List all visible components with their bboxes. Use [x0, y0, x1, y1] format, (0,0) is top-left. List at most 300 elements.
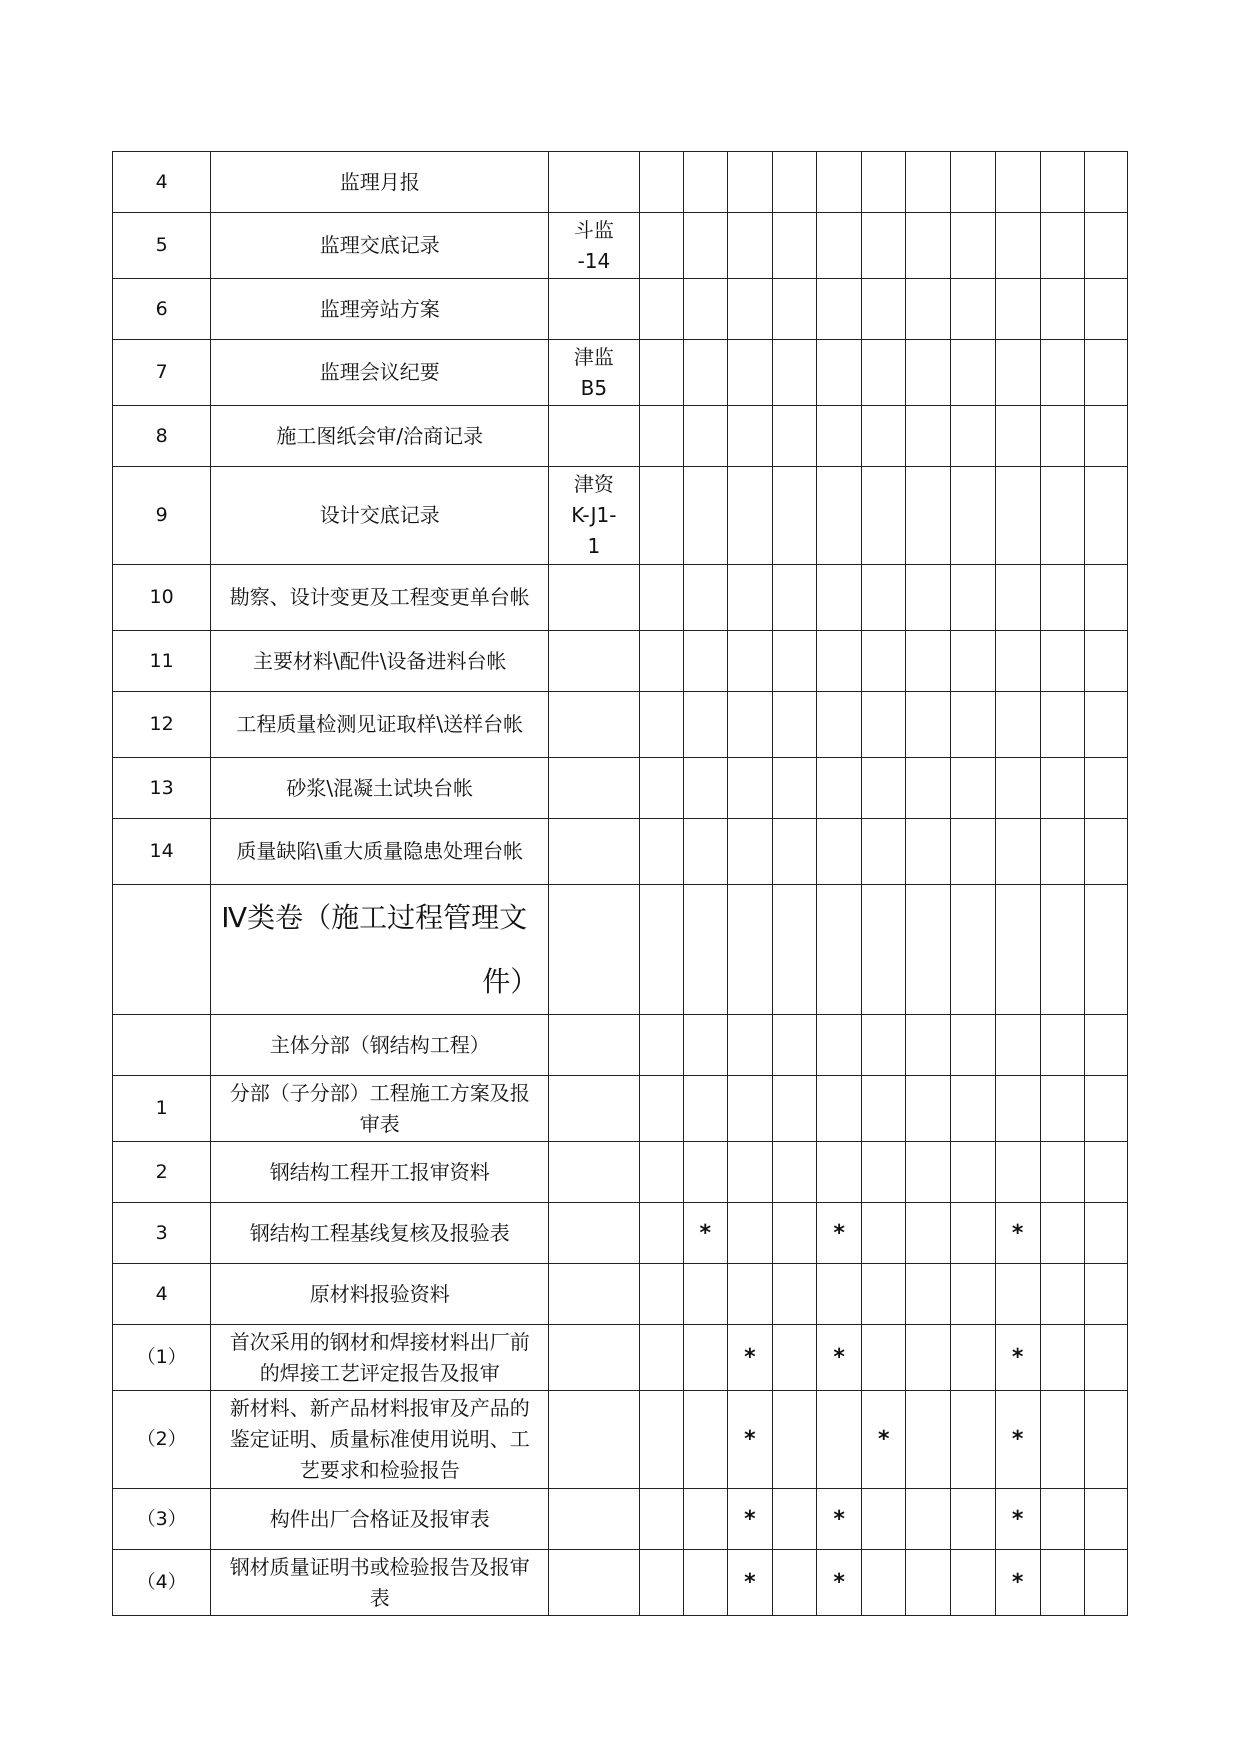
- archive-flag-cell: [727, 631, 772, 692]
- archive-flag-cell: [951, 631, 995, 692]
- archive-flag-cell: [1084, 1142, 1127, 1203]
- archive-flag-cell: [817, 340, 862, 406]
- archive-flag-cell: [639, 340, 683, 406]
- archive-flag-cell: [1084, 406, 1127, 467]
- archive-flag-cell: [772, 340, 816, 406]
- section-title-line: 件）: [482, 964, 539, 998]
- archive-flag-cell: [995, 631, 1040, 692]
- archive-flag-cell: [995, 1391, 1040, 1489]
- archive-flag-cell: [862, 819, 906, 885]
- archive-flag-cell: [683, 692, 727, 758]
- archive-flag-cell: [639, 1391, 683, 1489]
- archive-flag-cell: [727, 1325, 772, 1391]
- archive-flag-cell: [1040, 1264, 1084, 1325]
- archive-flag-cell: [817, 1015, 862, 1076]
- form-code: [549, 1015, 639, 1076]
- archive-flag-cell: [1084, 1015, 1127, 1076]
- archive-flag-cell: [772, 1489, 816, 1550]
- archive-flag-cell: [862, 152, 906, 213]
- asterisk-mark: *: [833, 1345, 845, 1370]
- archive-flag-cell: [772, 152, 816, 213]
- table-row: [113, 1325, 1128, 1391]
- form-code: [549, 1550, 639, 1616]
- archive-flag-cell: [683, 1203, 727, 1264]
- table-row: [113, 340, 1128, 406]
- archive-flag-cell: [1040, 1489, 1084, 1550]
- archive-flag-cell: [683, 406, 727, 467]
- archive-flag-cell: [951, 1015, 995, 1076]
- form-code: [549, 758, 639, 819]
- archive-flag-cell: [906, 1391, 951, 1489]
- archive-flag-cell: [1040, 1076, 1084, 1142]
- archive-flag-cell: [1084, 467, 1127, 565]
- archive-flag-cell: [817, 406, 862, 467]
- archive-flag-cell: [1040, 279, 1084, 340]
- archive-flag-cell: [817, 1264, 862, 1325]
- archive-flag-cell: [951, 1391, 995, 1489]
- archive-flag-cell: [639, 279, 683, 340]
- archive-flag-cell: [683, 340, 727, 406]
- archive-flag-cell: [639, 1489, 683, 1550]
- archive-flag-cell: [951, 152, 995, 213]
- row-number: 1: [113, 1076, 211, 1142]
- archive-flag-cell: [995, 1015, 1040, 1076]
- archive-flag-cell: [1084, 1076, 1127, 1142]
- table-row: [113, 467, 1128, 565]
- table-row: [113, 1264, 1128, 1325]
- archive-flag-cell: [1084, 279, 1127, 340]
- archive-flag-cell: [951, 1264, 995, 1325]
- archive-flag-cell: [817, 565, 862, 631]
- document-name: 钢材质量证明书或检验报告及报审表: [211, 1550, 549, 1616]
- archive-flag-cell: [683, 631, 727, 692]
- archive-flag-cell: [906, 152, 951, 213]
- archive-flag-cell: [1040, 152, 1084, 213]
- archive-flag-cell: [862, 406, 906, 467]
- archive-flag-cell: [1040, 692, 1084, 758]
- archive-flag-cell: [995, 819, 1040, 885]
- asterisk-mark: *: [699, 1220, 711, 1246]
- archive-flag-cell: [639, 1076, 683, 1142]
- archive-flag-cell: [862, 1325, 906, 1391]
- archive-flag-cell: [1040, 885, 1084, 1015]
- archive-flag-cell: [1040, 213, 1084, 279]
- archive-flag-cell: [995, 1264, 1040, 1325]
- archive-flag-cell: [772, 1015, 816, 1076]
- archive-flag-cell: [727, 279, 772, 340]
- document-name: 监理旁站方案: [211, 279, 549, 340]
- archive-flag-cell: [951, 406, 995, 467]
- document-name: 原材料报验资料: [211, 1264, 549, 1325]
- archive-flag-cell: [639, 565, 683, 631]
- table-row: [113, 1550, 1128, 1616]
- archive-flag-cell: [1040, 340, 1084, 406]
- archive-flag-cell: [727, 340, 772, 406]
- table-row: [113, 565, 1128, 631]
- archive-flag-cell: [772, 565, 816, 631]
- archive-flag-cell: [727, 1203, 772, 1264]
- asterisk-mark: *: [833, 1506, 845, 1532]
- form-code-line: 津资: [573, 472, 614, 496]
- archive-flag-cell: [995, 1325, 1040, 1391]
- form-code-line: 1: [587, 534, 601, 558]
- archive-flag-cell: [1084, 1203, 1127, 1264]
- row-number: 2: [113, 1142, 211, 1203]
- archive-flag-cell: [817, 819, 862, 885]
- form-code: [549, 885, 639, 1015]
- archive-flag-cell: [995, 692, 1040, 758]
- archive-flag-cell: [817, 1391, 862, 1489]
- archive-flag-cell: [817, 758, 862, 819]
- document-name: 新材料、新产品材料报审及产品的鉴定证明、质量标准使用说明、工艺要求和检验报告: [211, 1391, 549, 1489]
- archive-flag-cell: [683, 819, 727, 885]
- archive-flag-cell: [1040, 1142, 1084, 1203]
- asterisk-mark: *: [744, 1345, 756, 1370]
- archive-flag-cell: [995, 213, 1040, 279]
- archive-flag-cell: [772, 1550, 816, 1616]
- archive-flag-cell: [862, 279, 906, 340]
- asterisk-mark: *: [744, 1570, 756, 1595]
- archive-flag-cell: [906, 758, 951, 819]
- table-row: [113, 885, 1128, 1015]
- archive-flag-cell: [862, 565, 906, 631]
- archive-flag-cell: [772, 1391, 816, 1489]
- form-code: [549, 1203, 639, 1264]
- archive-flag-cell: [639, 1015, 683, 1076]
- archive-flag-cell: [1084, 565, 1127, 631]
- archive-flag-cell: [639, 406, 683, 467]
- archive-flag-cell: [772, 692, 816, 758]
- archive-flag-cell: [727, 1489, 772, 1550]
- archive-flag-cell: [639, 631, 683, 692]
- archive-flag-cell: [1084, 1550, 1127, 1616]
- archive-flag-cell: [639, 1325, 683, 1391]
- archive-flag-cell: [862, 1076, 906, 1142]
- form-code: [549, 1489, 639, 1550]
- asterisk-mark: *: [833, 1220, 845, 1246]
- archive-flag-cell: [727, 1550, 772, 1616]
- archive-flag-cell: [683, 467, 727, 565]
- archive-flag-cell: [1040, 631, 1084, 692]
- archive-flag-cell: [727, 758, 772, 819]
- archive-flag-cell: [772, 631, 816, 692]
- form-code: [549, 1391, 639, 1489]
- table-row: [113, 1076, 1128, 1142]
- archive-flag-cell: [817, 692, 862, 758]
- archive-flag-cell: [995, 1489, 1040, 1550]
- archive-flag-cell: [639, 1264, 683, 1325]
- archive-flag-cell: [772, 1142, 816, 1203]
- form-code-line: 斗监: [573, 217, 614, 242]
- row-number: 9: [113, 467, 211, 565]
- archive-flag-cell: [862, 692, 906, 758]
- document-name: 主要材料\配件\设备进料台帐: [211, 631, 549, 692]
- archive-flag-cell: [906, 279, 951, 340]
- archive-flag-cell: [995, 340, 1040, 406]
- archive-flag-cell: [727, 152, 772, 213]
- archive-flag-cell: [817, 467, 862, 565]
- archive-flag-cell: [862, 467, 906, 565]
- archive-flag-cell: [951, 1203, 995, 1264]
- archive-flag-cell: [1040, 565, 1084, 631]
- archive-flag-cell: [772, 1325, 816, 1391]
- row-number: 6: [113, 279, 211, 340]
- archive-flag-cell: [817, 885, 862, 1015]
- archive-flag-cell: [951, 885, 995, 1015]
- archive-flag-cell: [683, 279, 727, 340]
- archive-flag-cell: [772, 819, 816, 885]
- row-number: （3）: [113, 1489, 211, 1550]
- form-code: [549, 1076, 639, 1142]
- document-name: 钢结构工程基线复核及报验表: [211, 1203, 549, 1264]
- table-row: [113, 1391, 1128, 1489]
- archive-flag-cell: [727, 692, 772, 758]
- archive-flag-cell: [862, 1489, 906, 1550]
- form-code: [549, 406, 639, 467]
- form-code: [549, 819, 639, 885]
- table-row: [113, 1142, 1128, 1203]
- archive-flag-cell: [862, 340, 906, 406]
- archive-flag-cell: [727, 1076, 772, 1142]
- archive-flag-cell: [639, 1203, 683, 1264]
- archive-flag-cell: [951, 340, 995, 406]
- archive-flag-cell: [817, 1203, 862, 1264]
- archive-flag-cell: [862, 1203, 906, 1264]
- row-number: 4: [113, 152, 211, 213]
- form-code: [549, 340, 639, 406]
- table-body: [113, 152, 1128, 1616]
- archive-flag-cell: [727, 467, 772, 565]
- asterisk-mark: *: [1011, 1506, 1024, 1532]
- archive-flag-cell: [727, 1391, 772, 1489]
- archive-flag-cell: [639, 213, 683, 279]
- archive-flag-cell: [951, 467, 995, 565]
- archive-flag-cell: [639, 692, 683, 758]
- document-name: 钢结构工程开工报审资料: [211, 1142, 549, 1203]
- archive-flag-cell: [906, 1076, 951, 1142]
- archive-flag-cell: [951, 1142, 995, 1203]
- document-name: 主体分部（钢结构工程）: [211, 1015, 549, 1076]
- archive-flag-cell: [906, 1325, 951, 1391]
- archive-flag-cell: [951, 1076, 995, 1142]
- row-number: （2）: [113, 1391, 211, 1489]
- row-number: 4: [113, 1264, 211, 1325]
- archive-flag-cell: [995, 1076, 1040, 1142]
- archive-flag-cell: [772, 1264, 816, 1325]
- table-row: [113, 279, 1128, 340]
- archive-flag-cell: [1084, 1391, 1127, 1489]
- archive-flag-cell: [1040, 1203, 1084, 1264]
- archive-flag-cell: [817, 1325, 862, 1391]
- row-number: 8: [113, 406, 211, 467]
- archive-flag-cell: [862, 213, 906, 279]
- archive-flag-cell: [1040, 758, 1084, 819]
- archive-flag-cell: [727, 1142, 772, 1203]
- document-name: 砂浆\混凝土试块台帐: [211, 758, 549, 819]
- form-code: [549, 467, 639, 565]
- archive-flag-cell: [683, 152, 727, 213]
- archive-flag-cell: [683, 1015, 727, 1076]
- table-row: [113, 1015, 1128, 1076]
- archive-flag-cell: [683, 1076, 727, 1142]
- archive-flag-cell: [906, 1142, 951, 1203]
- archive-flag-cell: [906, 340, 951, 406]
- asterisk-mark: *: [1011, 1220, 1024, 1246]
- form-code: [549, 1325, 639, 1391]
- archive-flag-cell: [951, 692, 995, 758]
- document-name: 监理会议纪要: [211, 340, 549, 406]
- archive-flag-cell: [772, 1076, 816, 1142]
- form-code: [549, 1264, 639, 1325]
- archive-flag-cell: [1084, 692, 1127, 758]
- archive-flag-cell: [1084, 631, 1127, 692]
- archive-flag-cell: [772, 1203, 816, 1264]
- asterisk-mark: *: [1011, 1427, 1024, 1452]
- archive-flag-cell: [817, 1489, 862, 1550]
- archive-flag-cell: [1084, 819, 1127, 885]
- form-code-line: -14: [577, 248, 611, 273]
- archive-flag-cell: [727, 406, 772, 467]
- archive-flag-cell: [862, 885, 906, 1015]
- table-row: [113, 1203, 1128, 1264]
- archive-flag-cell: [683, 565, 727, 631]
- archive-flag-cell: [995, 1203, 1040, 1264]
- archive-flag-cell: [639, 152, 683, 213]
- form-code: [549, 565, 639, 631]
- asterisk-mark: *: [833, 1570, 845, 1595]
- table-row: [113, 1489, 1128, 1550]
- archive-flag-cell: [727, 1015, 772, 1076]
- table-row: [113, 758, 1128, 819]
- document-name: 设计交底记录: [211, 467, 549, 565]
- table-row: [113, 631, 1128, 692]
- row-number: （4）: [113, 1550, 211, 1616]
- archive-flag-cell: [995, 152, 1040, 213]
- form-code: [549, 213, 639, 279]
- archive-flag-cell: [1084, 758, 1127, 819]
- archive-flag-cell: [1040, 1325, 1084, 1391]
- row-number: （1）: [113, 1325, 211, 1391]
- archive-flag-cell: [727, 1264, 772, 1325]
- archive-flag-cell: [951, 279, 995, 340]
- row-number: 14: [113, 819, 211, 885]
- archive-flag-cell: [995, 885, 1040, 1015]
- archive-flag-cell: [683, 1550, 727, 1616]
- archive-flag-cell: [683, 1325, 727, 1391]
- archive-flag-cell: [862, 1550, 906, 1616]
- archive-flag-cell: [951, 565, 995, 631]
- row-number: 13: [113, 758, 211, 819]
- archive-flag-cell: [639, 1550, 683, 1616]
- archive-flag-cell: [862, 631, 906, 692]
- archive-flag-cell: [639, 885, 683, 1015]
- archive-flag-cell: [639, 758, 683, 819]
- archive-flag-cell: [862, 1391, 906, 1489]
- asterisk-mark: *: [1011, 1570, 1024, 1595]
- archive-flag-cell: [1084, 1489, 1127, 1550]
- archive-flag-cell: [683, 1391, 727, 1489]
- archive-flag-cell: [995, 467, 1040, 565]
- archive-flag-cell: [862, 1264, 906, 1325]
- archive-flag-cell: [906, 692, 951, 758]
- archive-flag-cell: [683, 885, 727, 1015]
- archive-flag-cell: [639, 467, 683, 565]
- archive-flag-cell: [906, 1264, 951, 1325]
- archive-flag-cell: [906, 1015, 951, 1076]
- table-row: [113, 692, 1128, 758]
- archive-flag-cell: [906, 1489, 951, 1550]
- archive-flag-cell: [727, 213, 772, 279]
- table-row: [113, 406, 1128, 467]
- archive-flag-cell: [951, 1550, 995, 1616]
- archive-flag-cell: [906, 406, 951, 467]
- archive-flag-cell: [683, 1142, 727, 1203]
- archive-flag-cell: [1084, 152, 1127, 213]
- table-row: [113, 213, 1128, 279]
- archive-flag-cell: [1084, 340, 1127, 406]
- archive-flag-cell: [817, 279, 862, 340]
- form-code-line: K-J1-: [571, 503, 617, 527]
- archive-flag-cell: [772, 279, 816, 340]
- archive-flag-cell: [995, 758, 1040, 819]
- asterisk-mark: *: [744, 1506, 756, 1532]
- archive-flag-cell: [727, 819, 772, 885]
- table-row: [113, 152, 1128, 213]
- archive-flag-cell: [639, 1142, 683, 1203]
- archive-flag-cell: [1040, 1391, 1084, 1489]
- archive-flag-cell: [817, 1142, 862, 1203]
- archive-flag-cell: [683, 1489, 727, 1550]
- document-name: 勘察、设计变更及工程变更单台帐: [211, 565, 549, 631]
- archive-flag-cell: [951, 213, 995, 279]
- archive-flag-cell: [817, 1076, 862, 1142]
- row-number: 3: [113, 1203, 211, 1264]
- row-number: 10: [113, 565, 211, 631]
- row-number: 12: [113, 692, 211, 758]
- archive-flag-cell: [906, 565, 951, 631]
- archive-flag-cell: [951, 819, 995, 885]
- archive-flag-cell: [951, 758, 995, 819]
- archive-flag-cell: [862, 758, 906, 819]
- document-name: 施工图纸会审/洽商记录: [211, 406, 549, 467]
- archive-flag-cell: [906, 1550, 951, 1616]
- archive-flag-cell: [995, 406, 1040, 467]
- row-number: 7: [113, 340, 211, 406]
- archive-flag-cell: [772, 467, 816, 565]
- archive-flag-cell: [906, 213, 951, 279]
- archive-flag-cell: [906, 467, 951, 565]
- archive-flag-cell: [727, 885, 772, 1015]
- archive-flag-cell: [995, 279, 1040, 340]
- archive-flag-cell: [1040, 1550, 1084, 1616]
- archive-flag-cell: [995, 565, 1040, 631]
- document-name: 分部（子分部）工程施工方案及报审表: [211, 1076, 549, 1142]
- document-name: 首次采用的钢材和焊接材料出厂前的焊接工艺评定报告及报审: [211, 1325, 549, 1391]
- archive-flag-cell: [817, 1550, 862, 1616]
- archive-flag-cell: [683, 758, 727, 819]
- form-code-line: 津监: [573, 344, 614, 369]
- row-number: 11: [113, 631, 211, 692]
- form-code: [549, 279, 639, 340]
- asterisk-mark: *: [744, 1427, 756, 1452]
- archive-flag-cell: [1084, 1325, 1127, 1391]
- archive-flag-cell: [995, 1550, 1040, 1616]
- asterisk-mark: *: [877, 1427, 890, 1452]
- asterisk-mark: *: [1011, 1345, 1024, 1370]
- section-title-line: Ⅳ类卷（施工过程管理文: [221, 900, 528, 934]
- archive-flag-cell: [1040, 819, 1084, 885]
- archive-flag-cell: [951, 1325, 995, 1391]
